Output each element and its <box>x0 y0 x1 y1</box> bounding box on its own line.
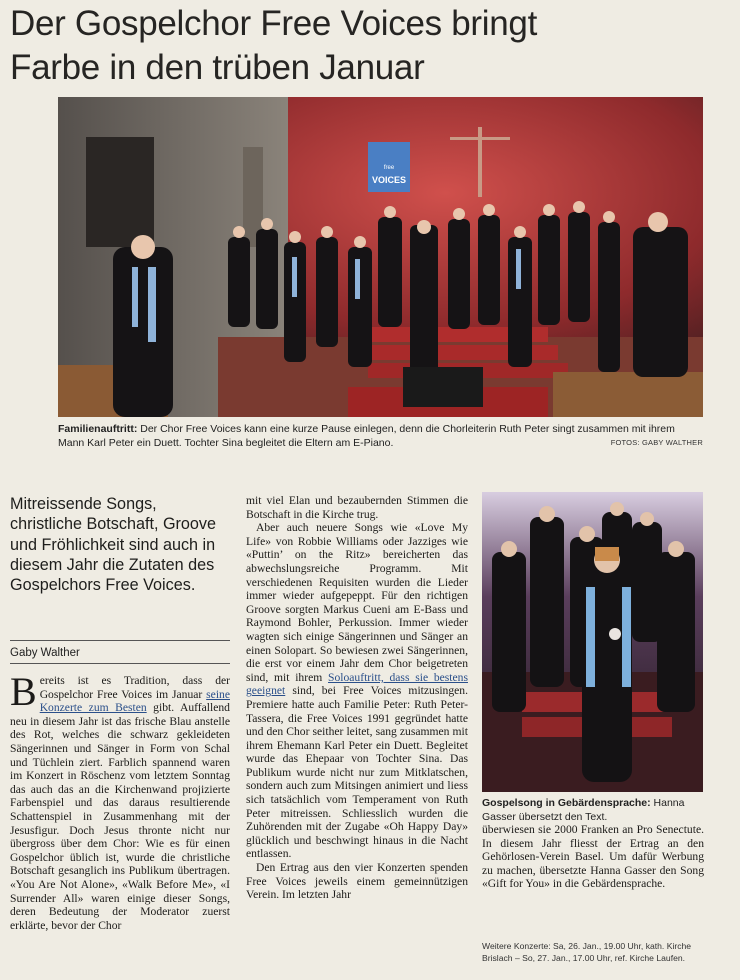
article-column-1 <box>10 669 230 932</box>
photo-caption <box>58 422 703 450</box>
lead-divider <box>10 640 230 641</box>
headline-line-1: Der Gospelchor Free Voices bringt <box>10 4 538 43</box>
article-column-3 <box>482 823 704 891</box>
col3-paragraph-1: überwiesen sie 2000 Franken an Pro Senectute. In diesem Jahr fliesst der Ertrag an den Gehörlosen-Verein Basel. Um dafür Werbung zu machen, übersetzte Hanna Gasser den Song «Gift for You» in die Gebärdensprache. <box>482 823 704 891</box>
photo-credit: FOTOS: GABY WALTHER <box>610 438 703 447</box>
author-name: Gaby Walther <box>10 647 80 659</box>
concert-photo <box>58 97 703 417</box>
sign-language-photo-illustration <box>482 492 703 792</box>
headline-line-2: Farbe in den trüben Januar <box>10 48 425 87</box>
author-divider <box>10 663 230 664</box>
banner-text-2: VOICES <box>371 175 407 185</box>
col2-paragraph-1: mit viel Elan und bezaubernden Stimmen die Botschaft in die Kirche trug. <box>246 494 468 521</box>
col2-text-b: sind, bei Free Voices mitzusingen. Premiere hatte auch Familie Peter: Ruth Peter-Tassera, die Free Voices 1991 gegründet hatte und den Chor seither leitet, sang zusammen mit ihrem Ehemann Karl Peter ein Duett. Begleitet wurde das Ehepaar von Tochter Sina. Das Publikum wurde nicht nur zum Mitklatschen, sondern auch zum Mitsingen animiert und liess sich tatsächlich vom Temperament von Ruth Peter mitreissen. Schliesslich wurden die Zuhörenden mit der Zugabe «Oh Happy Day» glücklich und beschwingt hinaus in die Nacht entlassen. <box>246 684 468 861</box>
headline <box>10 2 730 90</box>
second-photo-caption-label: Gospelsong in Gebärdensprache: <box>482 797 651 809</box>
col1-text-b: gibt. Auffallend neu in diesem Jahr ist das frische Blau anstelle des Rot, welches die schwarz gekleideten Sängerinnen und Sänger in Form von Schal und Tüchlein ziert. Farblich spannend waren im Konzert in Röschenz vom letztem Sonntag das auch das an die Kirchenwand projizierte Farbenspiel und das daraus resultierende Schattenspiel in Zusammenhang mit der Jesusfigur. Doch Jesus thronte nicht nur übergross über dem Chor: Wie es für einen Gospelchor üblich ist, wurde die christliche Botschaft gesanglich ins Publikum übertragen. «You Are Not Alone», «Walk Before Me», «I Surrender All» waren einige dieser Songs, deren Bedeutung der Moderator zuerst erklärte, bevor der Chor <box>10 701 230 932</box>
banner-text-1: free <box>383 165 395 171</box>
photo-caption-text: Der Chor Free Voices kann eine kurze Pause einlegen, denn die Chorleiterin Ruth Peter singt zusammen mit ihrem Mann Karl Peter ein Duett. Tochter Sina begleitet die Eltern am E-Piano. <box>58 423 675 449</box>
second-photo-caption-text: Hanna Gasser übersetzt den Text. <box>482 797 685 823</box>
concert-dates: Weitere Konzerte: Sa, 26. Jan., 19.00 Uhr, kath. Kirche Brislach – So, 27. Jan., 17.00 Uhr, ref. Kirche Laufen. <box>482 941 692 963</box>
photo-caption-label: Familienauftritt: <box>58 423 138 435</box>
col2-highlight: Soloauftritt, dass sie bestens geeignet <box>246 670 468 698</box>
sign-language-photo <box>482 492 703 792</box>
col1-highlight: seine Konzerte zum Besten <box>39 687 230 715</box>
col2-paragraph-2 <box>246 521 468 861</box>
article-column-2 <box>246 494 468 902</box>
concert-photo-illustration <box>58 97 703 417</box>
col2-text-a: Aber auch neuere Songs wie «Love My Life» von Robbie Williams oder Jazziges wie «Puttin’ on the Ritz» bereicherten das abwechslungsreiche Programm. Mit verschiedenen Requisiten wurden die Lieder immer wieder aufgepeppt. Für den richtigen Groove sorgten Markus Cueni am E-Bass und Raymond Bohler, Perkussion. Immer wieder wagten sich einige Sängerinnen und Sänger an einen Solopart. So bewiesen zwei Sängerinnen, die erst vor einem Jahr dem Chor beigetreten sind, mit ihrem <box>246 521 468 684</box>
col2-paragraph-3: Den Ertrag aus den vier Konzerten spenden Free Voices jeweils einem gemeinnützigen Verein. Im letzten Jahr <box>246 861 468 902</box>
col1-text-a: ereits ist es Tradition, dass der Gospelchor Free Voices im Januar <box>39 674 230 701</box>
drop-cap: B <box>10 669 37 714</box>
lead-paragraph: Mitreissende Songs, christliche Botschaft, Groove und Fröhlichkeit sind auch in diesem Jahr die Zutaten des Gospelchors Free Voices. <box>10 495 217 595</box>
second-photo-caption <box>482 796 707 824</box>
